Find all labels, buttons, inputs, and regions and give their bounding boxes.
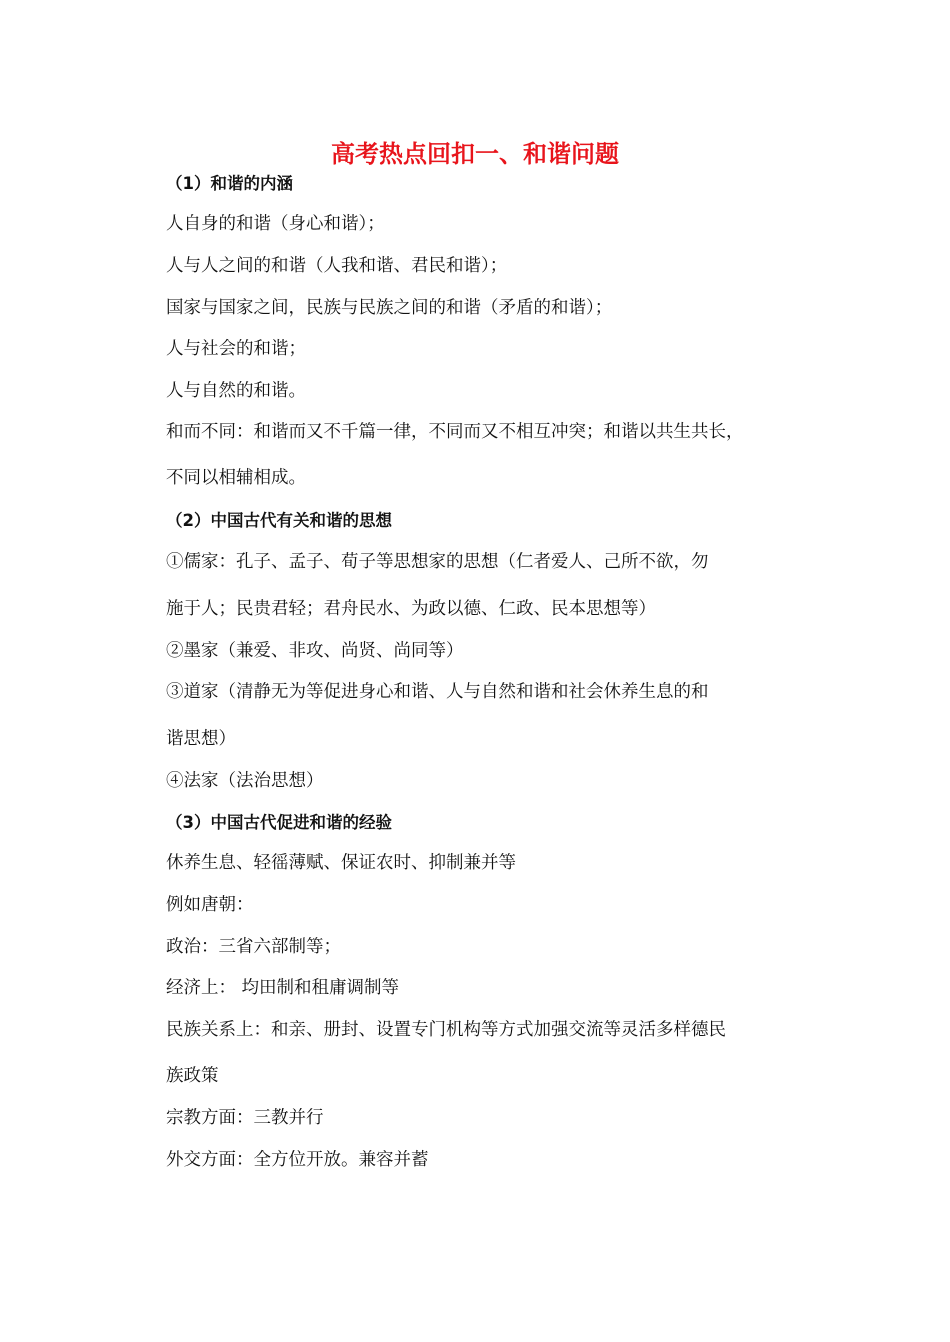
body-line: ④法家（法治思想） (166, 771, 324, 791)
section-heading-2: （2）中国古代有关和谐的思想 (166, 511, 392, 530)
body-line: 人与人之间的和谐（人我和谐、君民和谐）； (166, 256, 508, 276)
section-heading-1: （1）和谐的内涵 (166, 174, 293, 193)
body-line: 例如唐朝： (166, 895, 254, 915)
section-heading-3: （3）中国古代促进和谐的经验 (166, 813, 392, 832)
body-line: 宗教方面：三教并行 (166, 1108, 324, 1128)
body-line: 政治：三省六部制等； (166, 937, 341, 957)
document-title: 高考热点回扣一、和谐问题 (331, 140, 619, 168)
body-line: 经济上： 均田制和租庸调制等 (166, 978, 400, 998)
body-line: 外交方面：全方位开放。兼容并蓄 (166, 1150, 429, 1170)
body-line: 族政策 (166, 1066, 219, 1086)
body-line: 谐思想） (166, 729, 236, 749)
body-line: 不同以相辅相成。 (166, 468, 306, 488)
body-line: 人与自然的和谐。 (166, 381, 306, 401)
body-line: ①儒家：孔子、孟子、荀子等思想家的思想（仁者爱人、己所不欲，勿 (166, 552, 709, 572)
body-line: 国家与国家之间，民族与民族之间的和谐（矛盾的和谐）； (166, 298, 613, 318)
body-line: 人与社会的和谐； (166, 339, 306, 359)
body-line: ③道家（清静无为等促进身心和谐、人与自然和谐和社会休养生息的和 (166, 682, 709, 702)
body-line: 民族关系上：和亲、册封、设置专门机构等方式加强交流等灵活多样德民 (166, 1020, 726, 1040)
body-line: 休养生息、轻徭薄赋、保证农时、抑制兼并等 (166, 853, 516, 873)
body-line: 施于人；民贵君轻；君舟民水、为政以德、仁政、民本思想等） (166, 599, 656, 619)
body-line: 人自身的和谐（身心和谐）； (166, 214, 385, 234)
body-line: 和而不同：和谐而又不千篇一律，不同而又不相互冲突；和谐以共生共长， (166, 422, 744, 442)
body-line: ②墨家（兼爱、非攻、尚贤、尚同等） (166, 641, 464, 661)
